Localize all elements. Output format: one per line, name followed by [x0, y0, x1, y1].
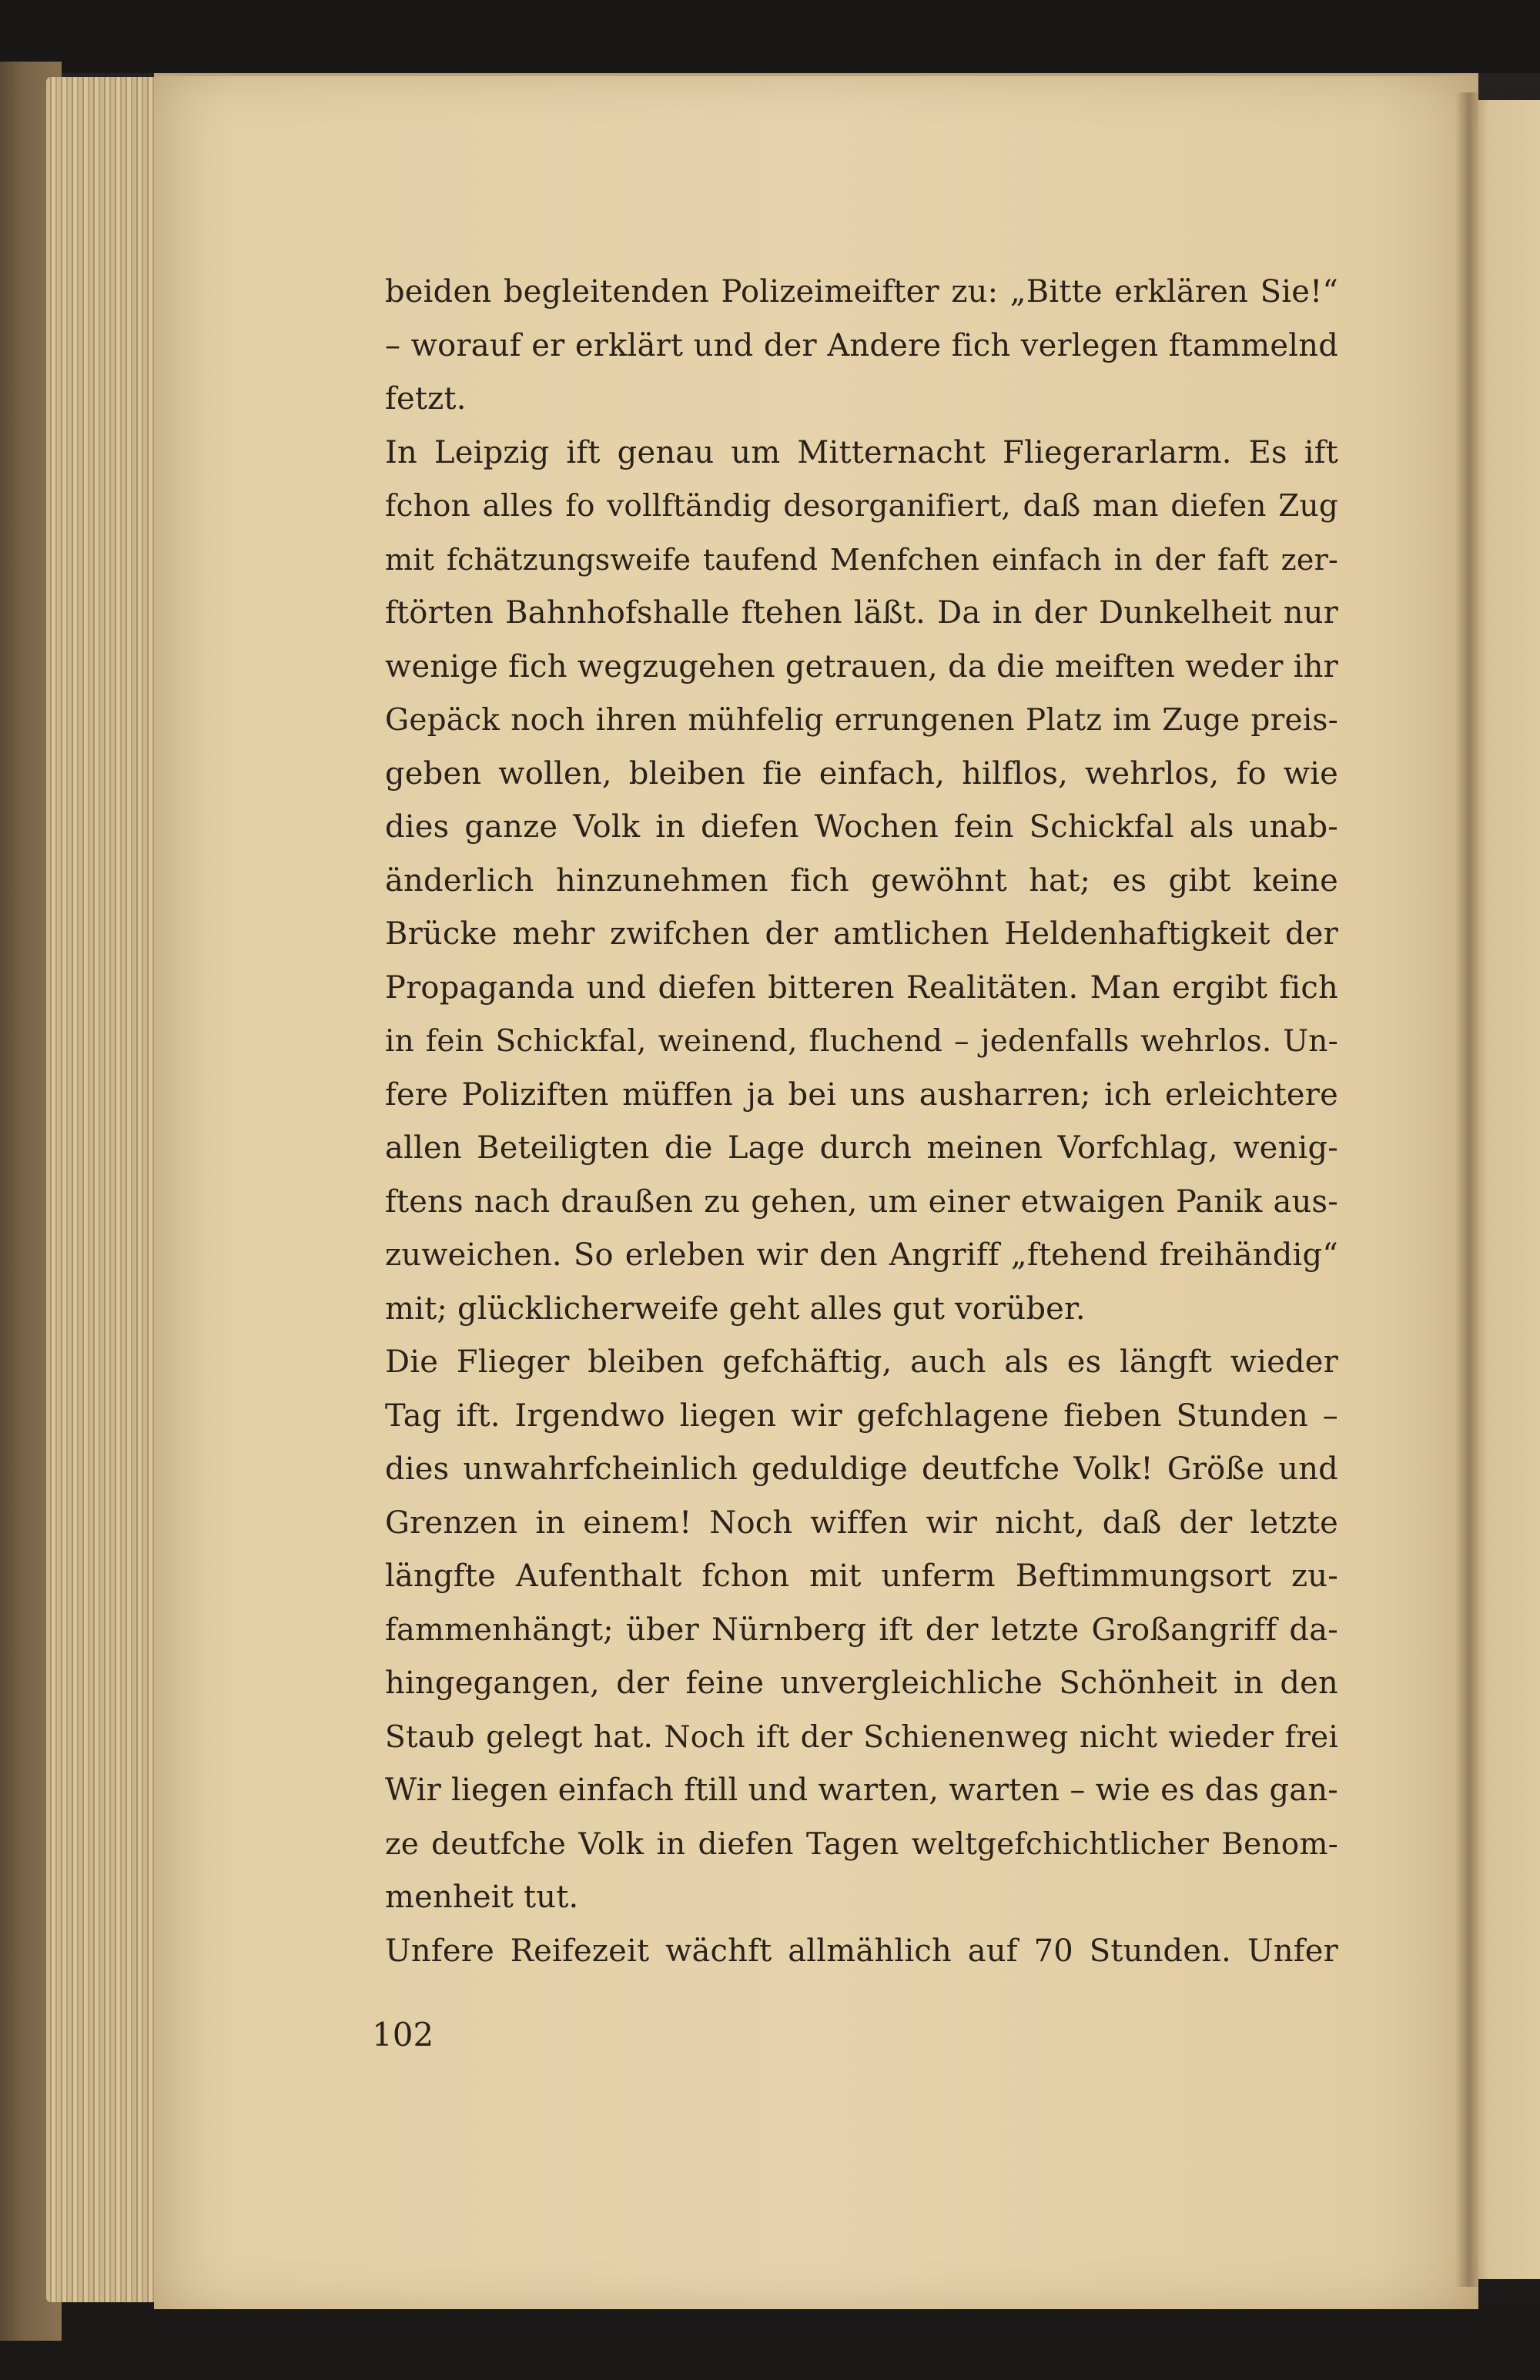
text-line: – worauf er erklärt und der Andere fich verlegen ftammelnd [385, 327, 1338, 363]
body-text [385, 266, 1338, 1978]
text-line: zuweichen. So erleben wir den Angriff „ftehend freihändig“ [385, 1237, 1338, 1273]
page-gutter [1455, 92, 1478, 2287]
text-line: Propaganda und diefen bitteren Realitäten. Man ergibt fich [385, 969, 1338, 1006]
text-line: fammenhängt; über Nürnberg ift der letzte Großangriff da- [385, 1612, 1338, 1648]
text-line: Staub gelegt hat. Noch ift der Schienenweg nicht wieder frei [385, 1719, 1338, 1755]
text-line: Gepäck noch ihren mühfelig errungenen Platz im Zuge preis- [385, 703, 1338, 738]
text-line: dies unwahrfcheinlich geduldige deutfche Volk! Größe und [385, 1451, 1338, 1487]
text-line: mit fchätzungsweife taufend Menfchen einfach in der faft zer- [385, 542, 1338, 577]
text-line: allen Beteiligten die Lage durch meinen Vorfchlag, wenig- [385, 1130, 1338, 1166]
text-line: Brücke mehr zwifchen der amtlichen Heldenhaftigkeit der [385, 916, 1338, 952]
text-line: Die Flieger bleiben gefchäftig, auch als es längft wieder [385, 1344, 1338, 1380]
text-line: geben wollen, bleiben fie einfach, hilflos, wehrlos, fo wie [385, 755, 1338, 792]
text-line: ftörten Bahnhofshalle ftehen läßt. Da in der Dunkelheit nur [385, 595, 1338, 631]
text-line: mit; glücklicherweife geht alles gut vorüber. [385, 1290, 1086, 1327]
text-line: fchon alles fo vollftändig desorganifiert, daß man diefen Zug [385, 489, 1338, 524]
text-line: ze deutfche Volk in diefen Tagen weltgefchichtlicher Benom- [385, 1826, 1338, 1862]
text-line: Unfere Reifezeit wächft allmählich auf 70 Stunden. Unfer [385, 1933, 1338, 1969]
text-line: wenige fich wegzugehen getrauen, da die meiften weder ihr [385, 648, 1338, 685]
text-line: dies ganze Volk in diefen Wochen fein Schickfal als unab- [385, 809, 1338, 845]
page-number: 102 [372, 2016, 434, 2054]
text-line: Wir liegen einfach ftill und warten, warten – wie es das gan- [385, 1772, 1338, 1808]
text-line: In Leipzig ift genau um Mitternacht Fliegerarlarm. Es ift [385, 434, 1338, 470]
text-line: fetzt. [385, 381, 467, 417]
text-line: Tag ift. Irgendwo liegen wir gefchlagene fieben Stunden – [385, 1398, 1338, 1434]
text-line: in fein Schickfal, weinend, fluchend – jedenfalls wehrlos. Un- [385, 1024, 1338, 1059]
text-line: längfte Aufenthalt fchon mit unferm Beftimmungsort zu- [385, 1558, 1338, 1594]
text-line: menheit tut. [385, 1880, 579, 1915]
text-line: fere Poliziften müffen ja bei uns ausharren; ich erleichtere [385, 1076, 1338, 1113]
text-line: ftens nach draußen zu gehen, um einer etwaigen Panik aus- [385, 1183, 1338, 1220]
text-line: änderlich hinzunehmen fich gewöhnt hat; es gibt keine [385, 862, 1338, 899]
text-line: beiden begleitenden Polizeimeifter zu: „Bitte erklären Sie!“ [385, 274, 1338, 310]
text-line: hingegangen, der feine unvergleichliche Schönheit in den [385, 1665, 1338, 1701]
table-surface [0, 0, 1540, 73]
text-line: Grenzen in einem! Noch wiffen wir nicht, daß der letzte [385, 1505, 1338, 1541]
